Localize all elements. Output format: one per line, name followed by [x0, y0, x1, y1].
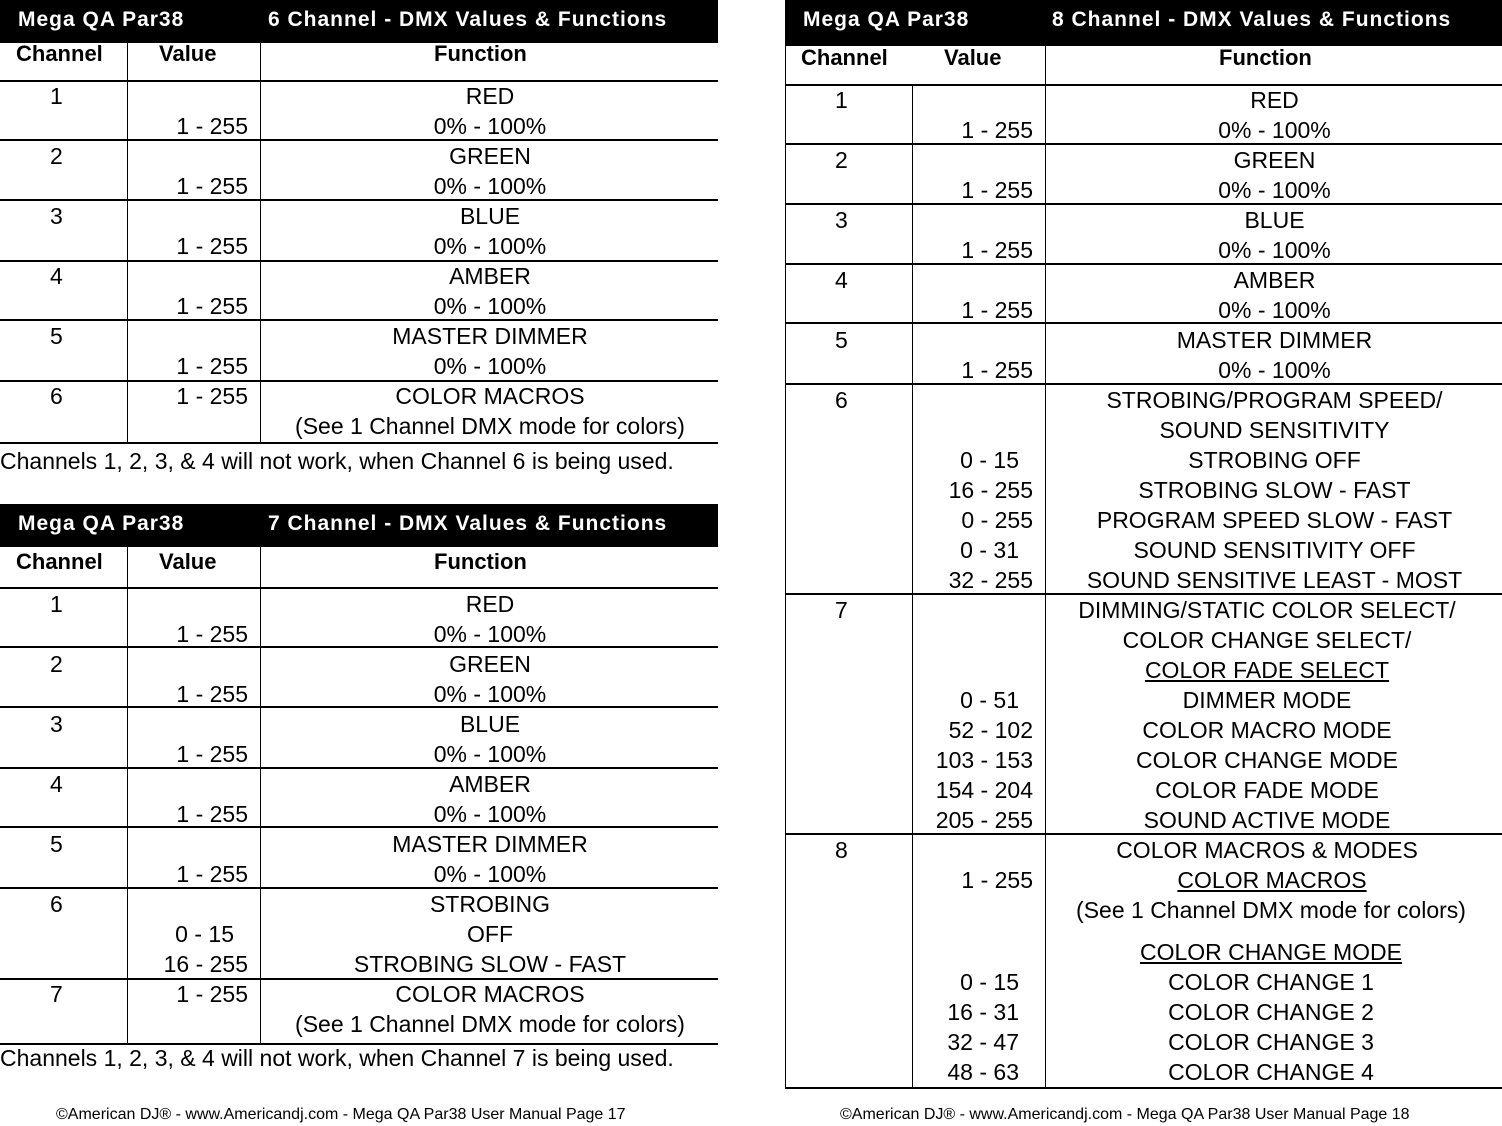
dmx-value: 1 - 255	[961, 357, 1033, 383]
table-8ch-header	[785, 0, 1502, 46]
function-text: BLUE	[1244, 207, 1305, 233]
dmx-value: 1 - 255	[176, 383, 248, 409]
function-text: AMBER	[1233, 267, 1316, 293]
dmx-value: 1 - 255	[176, 861, 248, 887]
channel-number: 4	[50, 263, 63, 289]
dmx-value: 1 - 255	[176, 113, 248, 139]
col-value-header: Value	[159, 549, 217, 574]
divider	[785, 322, 1502, 324]
function-text: COLOR FADE MODE	[1155, 777, 1379, 803]
dmx-value: 16 - 31	[947, 999, 1019, 1025]
divider	[0, 826, 718, 828]
dmx-value: 1 - 255	[176, 293, 248, 319]
dmx-value: 16 - 255	[163, 951, 248, 977]
divider	[785, 1087, 1502, 1089]
function-text: RED	[465, 83, 515, 109]
page-footer: ©American DJ® - www.Americandj.com - Mega QA Par38 User Manual Page 17	[56, 1106, 626, 1123]
channel-number: 8	[835, 837, 848, 863]
function-text: GREEN	[449, 651, 531, 677]
channel-number: 2	[835, 147, 848, 173]
channel-number: 6	[835, 387, 848, 413]
function-range: 0% - 100%	[433, 681, 547, 707]
channel-number: 1	[835, 87, 848, 113]
dmx-value: 1 - 255	[176, 353, 248, 379]
function-text: STROBING	[429, 891, 551, 917]
table-title: 6 Channel - DMX Values & Functions	[268, 8, 668, 31]
function-text: STROBING SLOW - FAST	[1138, 477, 1411, 503]
dmx-value: 1 - 255	[176, 621, 248, 647]
function-range: 0% - 100%	[433, 173, 547, 199]
dmx-value: 0 - 15	[175, 921, 234, 947]
divider	[260, 43, 261, 444]
dmx-value: 32 - 47	[947, 1029, 1019, 1055]
channel-number: 4	[835, 267, 848, 293]
product-name: Mega QA Par38	[803, 8, 970, 31]
function-range: 0% - 100%	[433, 113, 547, 139]
function-text: RED	[465, 591, 515, 617]
channel-number: 3	[50, 711, 63, 737]
divider	[0, 646, 718, 648]
dmx-value: 205 - 255	[935, 807, 1033, 833]
dmx-value: 1 - 255	[176, 741, 248, 767]
function-text: BLUE	[459, 711, 521, 737]
function-text: MASTER DIMMER	[392, 323, 588, 349]
dmx-value: 0 - 15	[960, 447, 1019, 473]
channel-number: 1	[50, 591, 63, 617]
function-subheading-text: COLOR MACROS	[1177, 867, 1367, 893]
left-page	[0, 0, 720, 1126]
dmx-value: 16 - 255	[948, 477, 1033, 503]
col-value-header: Value	[944, 45, 1002, 70]
function-range: 0% - 100%	[1218, 357, 1331, 383]
function-text: COLOR MACRO MODE	[1142, 717, 1392, 743]
channel-note: Channels 1, 2, 3, & 4 will not work, when Channel 6 is being used.	[0, 448, 674, 474]
dmx-value: 0 - 255	[961, 507, 1033, 533]
right-page	[785, 0, 1502, 1126]
channel-number: 7	[50, 981, 63, 1007]
function-text: STROBING/PROGRAM SPEED/	[1106, 387, 1443, 413]
table-title: 8 Channel - DMX Values & Functions	[1052, 8, 1452, 31]
function-range: 0% - 100%	[1218, 177, 1331, 203]
dmx-value: 52 - 102	[948, 717, 1033, 743]
function-range: 0% - 100%	[1218, 117, 1331, 143]
function-text: AMBER	[449, 263, 531, 289]
function-subheading-text: COLOR CHANGE MODE	[1140, 939, 1402, 965]
function-range: 0% - 100%	[433, 233, 547, 259]
function-range: (See 1 Channel DMX mode for colors)	[295, 1011, 685, 1037]
channel-number: 6	[50, 383, 63, 409]
col-channel-header: Channel	[16, 549, 103, 574]
table-7ch-header	[0, 504, 718, 547]
dmx-value: 0 - 51	[960, 687, 1019, 713]
channel-number: 7	[835, 597, 848, 623]
function-range: 0% - 100%	[433, 293, 547, 319]
table-title: 7 Channel - DMX Values & Functions	[268, 512, 668, 535]
dmx-value: 1 - 255	[961, 867, 1033, 893]
channel-number: 2	[50, 651, 63, 677]
col-function-header: Function	[434, 549, 527, 574]
col-value-header: Value	[159, 41, 217, 66]
function-range: 0% - 100%	[433, 741, 547, 767]
function-text: COLOR CHANGE MODE	[1136, 747, 1398, 773]
channel-note: Channels 1, 2, 3, & 4 will not work, when Channel 7 is being used.	[0, 1045, 674, 1071]
function-text: COLOR CHANGE 2	[1168, 999, 1374, 1025]
dmx-value: 154 - 204	[935, 777, 1033, 803]
function-text: COLOR CHANGE 3	[1168, 1029, 1374, 1055]
function-text: GREEN	[449, 143, 531, 169]
col-channel-header: Channel	[16, 41, 103, 66]
function-text: RED	[1250, 87, 1299, 113]
function-range: 0% - 100%	[433, 801, 547, 827]
function-text: SOUND SENSITIVITY	[1159, 417, 1390, 443]
function-text: STROBING OFF	[1188, 447, 1361, 473]
channel-number: 5	[50, 323, 63, 349]
function-range: 0% - 100%	[1218, 297, 1331, 323]
dmx-value: 103 - 153	[935, 747, 1033, 773]
function-text: PROGRAM SPEED SLOW - FAST	[1096, 507, 1453, 533]
product-name: Mega QA Par38	[18, 8, 185, 31]
dmx-value: 1 - 255	[176, 801, 248, 827]
function-text: STROBING SLOW - FAST	[353, 951, 627, 977]
page-footer: ©American DJ® - www.Americandj.com - Mega QA Par38 User Manual Page 18	[840, 1106, 1410, 1123]
function-note: (See 1 Channel DMX mode for colors)	[1076, 897, 1466, 923]
function-subheading-text: COLOR FADE SELECT	[1144, 657, 1390, 683]
function-text: SOUND ACTIVE MODE	[1143, 807, 1391, 833]
channel-number: 3	[835, 207, 848, 233]
col-channel-header: Channel	[801, 45, 888, 70]
channel-number: 5	[50, 831, 63, 857]
col-function-header: Function	[1219, 45, 1312, 70]
dmx-value: 32 - 255	[948, 567, 1033, 593]
function-range: 0% - 100%	[433, 621, 547, 647]
function-subheading	[1047, 937, 1495, 967]
channel-number: 6	[50, 891, 63, 917]
divider	[0, 80, 260, 82]
function-text: GREEN	[1233, 147, 1316, 173]
dmx-value: 1 - 255	[961, 297, 1033, 323]
dmx-value: 1 - 255	[176, 681, 248, 707]
function-range: 0% - 100%	[433, 861, 547, 887]
dmx-value: 1 - 255	[176, 233, 248, 259]
divider	[260, 547, 261, 1044]
channel-number: 4	[50, 771, 63, 797]
function-text: MASTER DIMMER	[392, 831, 588, 857]
dmx-value: 1 - 255	[961, 177, 1033, 203]
table-6ch-header	[0, 0, 718, 43]
channel-number: 2	[50, 143, 63, 169]
channel-number: 3	[50, 203, 63, 229]
dmx-value: 1 - 255	[961, 237, 1033, 263]
function-text: DIMMER MODE	[1182, 687, 1352, 713]
dmx-value: 1 - 255	[176, 173, 248, 199]
function-text: DIMMING/STATIC COLOR SELECT/	[1078, 597, 1456, 623]
dmx-value: 1 - 255	[176, 981, 248, 1007]
function-range: 0% - 100%	[1218, 237, 1331, 263]
function-text: COLOR MACROS & MODES	[1116, 837, 1418, 863]
function-text: COLOR CHANGE SELECT/	[1122, 627, 1412, 653]
function-text: COLOR CHANGE 4	[1168, 1059, 1374, 1085]
function-text: SOUND SENSITIVE LEAST - MOST	[1086, 567, 1463, 593]
divider	[0, 442, 718, 444]
function-range: (See 1 Channel DMX mode for colors)	[295, 413, 685, 439]
function-text: MASTER DIMMER	[1176, 327, 1373, 353]
function-subheading	[1047, 865, 1497, 895]
dmx-value: 48 - 63	[947, 1059, 1019, 1085]
divider	[0, 706, 718, 708]
function-text: OFF	[467, 921, 513, 947]
function-text: SOUND SENSITIVITY OFF	[1133, 537, 1416, 563]
dmx-value: 0 - 31	[960, 537, 1019, 563]
function-subheading	[1047, 655, 1487, 685]
function-text: COLOR MACROS	[395, 383, 585, 409]
function-range: 0% - 100%	[433, 353, 547, 379]
product-name: Mega QA Par38	[18, 512, 185, 535]
function-text: BLUE	[459, 203, 521, 229]
function-text: AMBER	[449, 771, 531, 797]
function-text: COLOR CHANGE 1	[1168, 969, 1374, 995]
dmx-value: 1 - 255	[961, 117, 1033, 143]
col-function-header: Function	[434, 41, 527, 66]
channel-number: 5	[835, 327, 848, 353]
channel-number: 1	[50, 83, 63, 109]
dmx-value: 0 - 15	[960, 969, 1019, 995]
function-text: COLOR MACROS	[395, 981, 585, 1007]
